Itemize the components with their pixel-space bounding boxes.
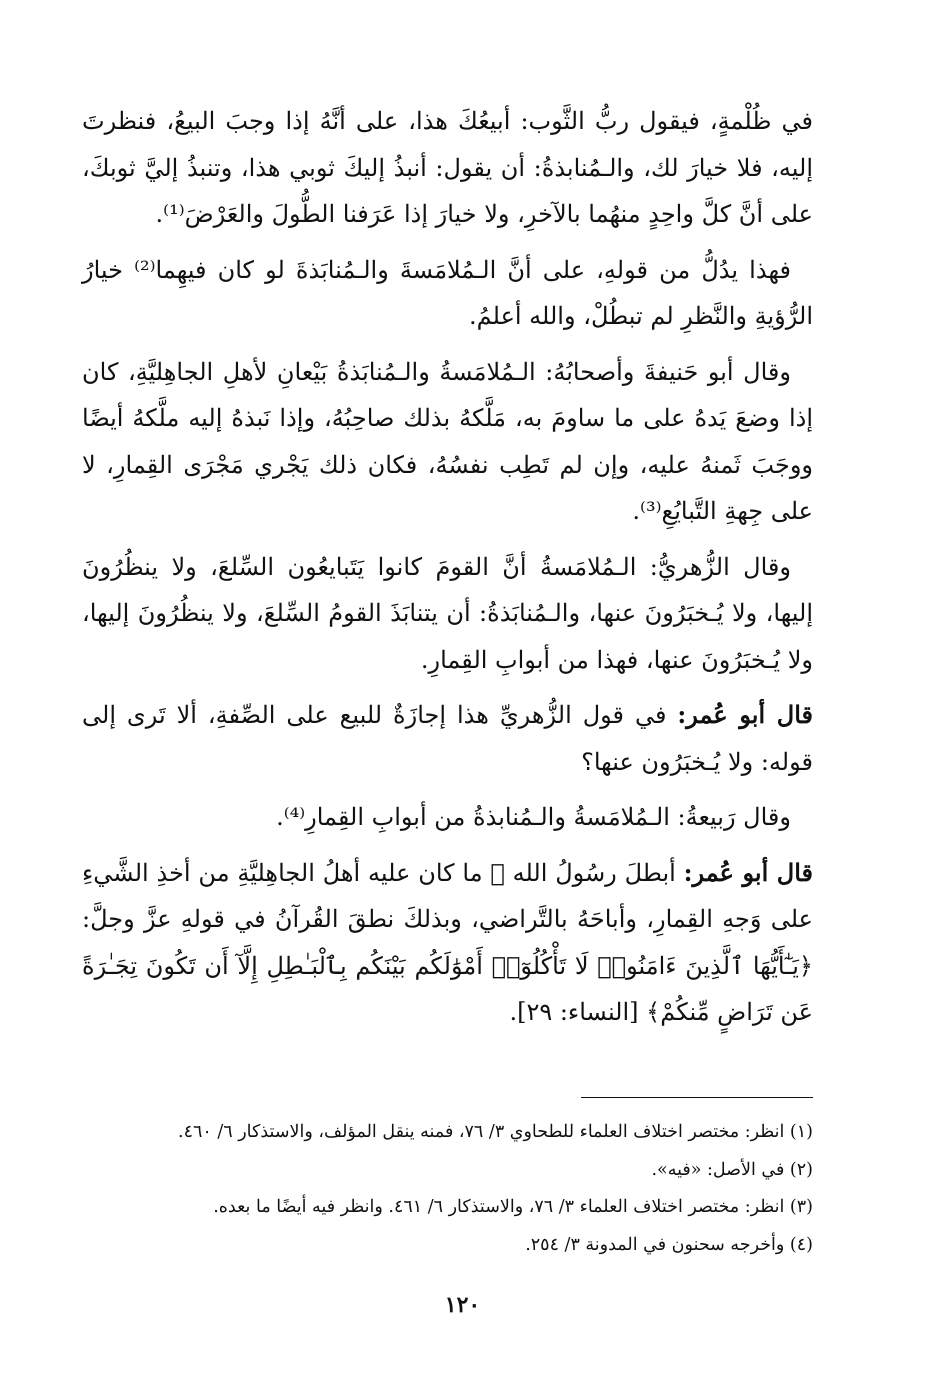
- main-text: [82, 98, 813, 1036]
- paragraph-6: [82, 794, 813, 841]
- paragraph-lead: قال أبو عُمر:: [677, 700, 814, 729]
- paragraph-7: [82, 850, 813, 1036]
- footnote-1: (١) انظر: مختصر اختلاف العلماء للطحاوي ٣/ ٧٦، فمنه ينقل المؤلف، والاستذكار ٦/ ٤٦٠.: [178, 1122, 813, 1142]
- paragraph-5: [82, 692, 813, 785]
- paragraph-text: وقال أبو حَنيفةَ وأصحابُهُ: الـمُلامَسةُ والـمُنابَذةُ بَيْعانِ لأهلِ الجاهِليَّةِ، كان إذا وضعَ يَدهُ على ما ساومَ به، مَلَّكهُ بذلك صاحِبُهُ، وإذا نَبذهُ إليه ملَّكهُ أيضًا ووجَبَ ثَمنهُ عليه، وإن لم تَطِب نفسُهُ، فكان ذلك يَجْري مَجْرَى القِمارِ، لا على جِهةِ التَّبايُعِ⁽³⁾.: [82, 357, 813, 525]
- paragraph-text: في قول الزُّهريِّ هذا إجازَةٌ للبيع على الصِّفةِ، ألا تَرى إلى قوله: ولا يُـخبَرُون عنها؟: [82, 701, 813, 776]
- paragraph-text: وقال رَبيعةُ: الـمُلامَسةُ والـمُنابذةُ من أبوابِ القِمارِ⁽⁴⁾.: [276, 803, 791, 831]
- footnote-3: (٣) انظر: مختصر اختلاف العلماء ٣/ ٧٦، والاستذكار ٦/ ٤٦١. وانظر فيه أيضًا ما بعده.: [213, 1197, 813, 1217]
- paragraph-lead: قال أبو عُمر:: [683, 857, 814, 887]
- paragraph-4: [82, 544, 813, 684]
- footnotes: [90, 1114, 813, 1264]
- paragraph-1: [82, 98, 813, 238]
- paragraph-text: في ظُلْمةٍ، فيقول ربُّ الثَّوب: أبيعُكَ هذا، على أنَّهُ إذا وجبَ البيعُ، فنظرتَ إليه، فلا خيارَ لك، والـمُنابذةُ: أن يقول: أنبذُ إليكَ ثوبي هذا، وتنبذُ إليَّ ثوبكَ، على أنَّ كلَّ واحِدٍ منهُما بالآخرِ، ولا خيارَ إذا عَرَفنا الطُّولَ والعَرْضَ⁽¹⁾.: [82, 107, 813, 228]
- paragraph-text: وقال الزُّهريُّ: الـمُلامَسةُ أنَّ القومَ كانوا يَتَبايعُون السِّلعَ، ولا ينظُرُونَ إليها، ولا يُـخبَرُونَ عنها، والـمُنابَذةُ: أن يتنابَذَ القومُ السِّلعَ، ولا ينظُرُونَ إليها، ولا يُـخبَرُونَ عنها، فهذا من أبوابِ القِمارِ.: [82, 552, 813, 674]
- paragraph-text: فهذا يدُلُّ من قولهِ، على أنَّ الـمُلامَسةَ والـمُنابَذةَ لو كان فيهِما⁽²⁾ خيارُ الرُّؤيةِ والنَّظرِ لم تبطُلْ، والله أعلمُ.: [82, 255, 813, 330]
- footnote-2: (٢) في الأصل: «فيه».: [651, 1159, 813, 1180]
- paragraph-2: [82, 247, 813, 340]
- footnote-separator: [581, 1097, 813, 1098]
- footnote-4: (٤) وأخرجه سحنون في المدونة ٣/ ٢٥٤.: [525, 1234, 813, 1255]
- paragraph-3: [82, 349, 813, 535]
- page-number: ١٢٠: [444, 1292, 481, 1318]
- paragraph-text: أبطلَ رسُولُ الله ﷺ ما كان عليه أهلُ الجاهِليَّةِ من أخذِ الشَّيءِ على وَجهِ القِمارِ، وأباحَهُ بالتَّراضي، وبذلكَ نطقَ القُرآنُ في قولهِ عزَّ وجلَّ: ﴿يَـٰٓأَيُّهَا ٱلَّذِينَ ءَامَنُوا۟ لَا تَأْكُلُوٓا۟ أَمْوَٰلَكُم بَيْنَكُم بِٱلْبَـٰطِلِ إِلَّآ أَن تَكُونَ تِجَـٰرَةً عَن تَرَاضٍ مِّنكُمْ﴾ [النساء: ٢٩].: [82, 858, 813, 1026]
